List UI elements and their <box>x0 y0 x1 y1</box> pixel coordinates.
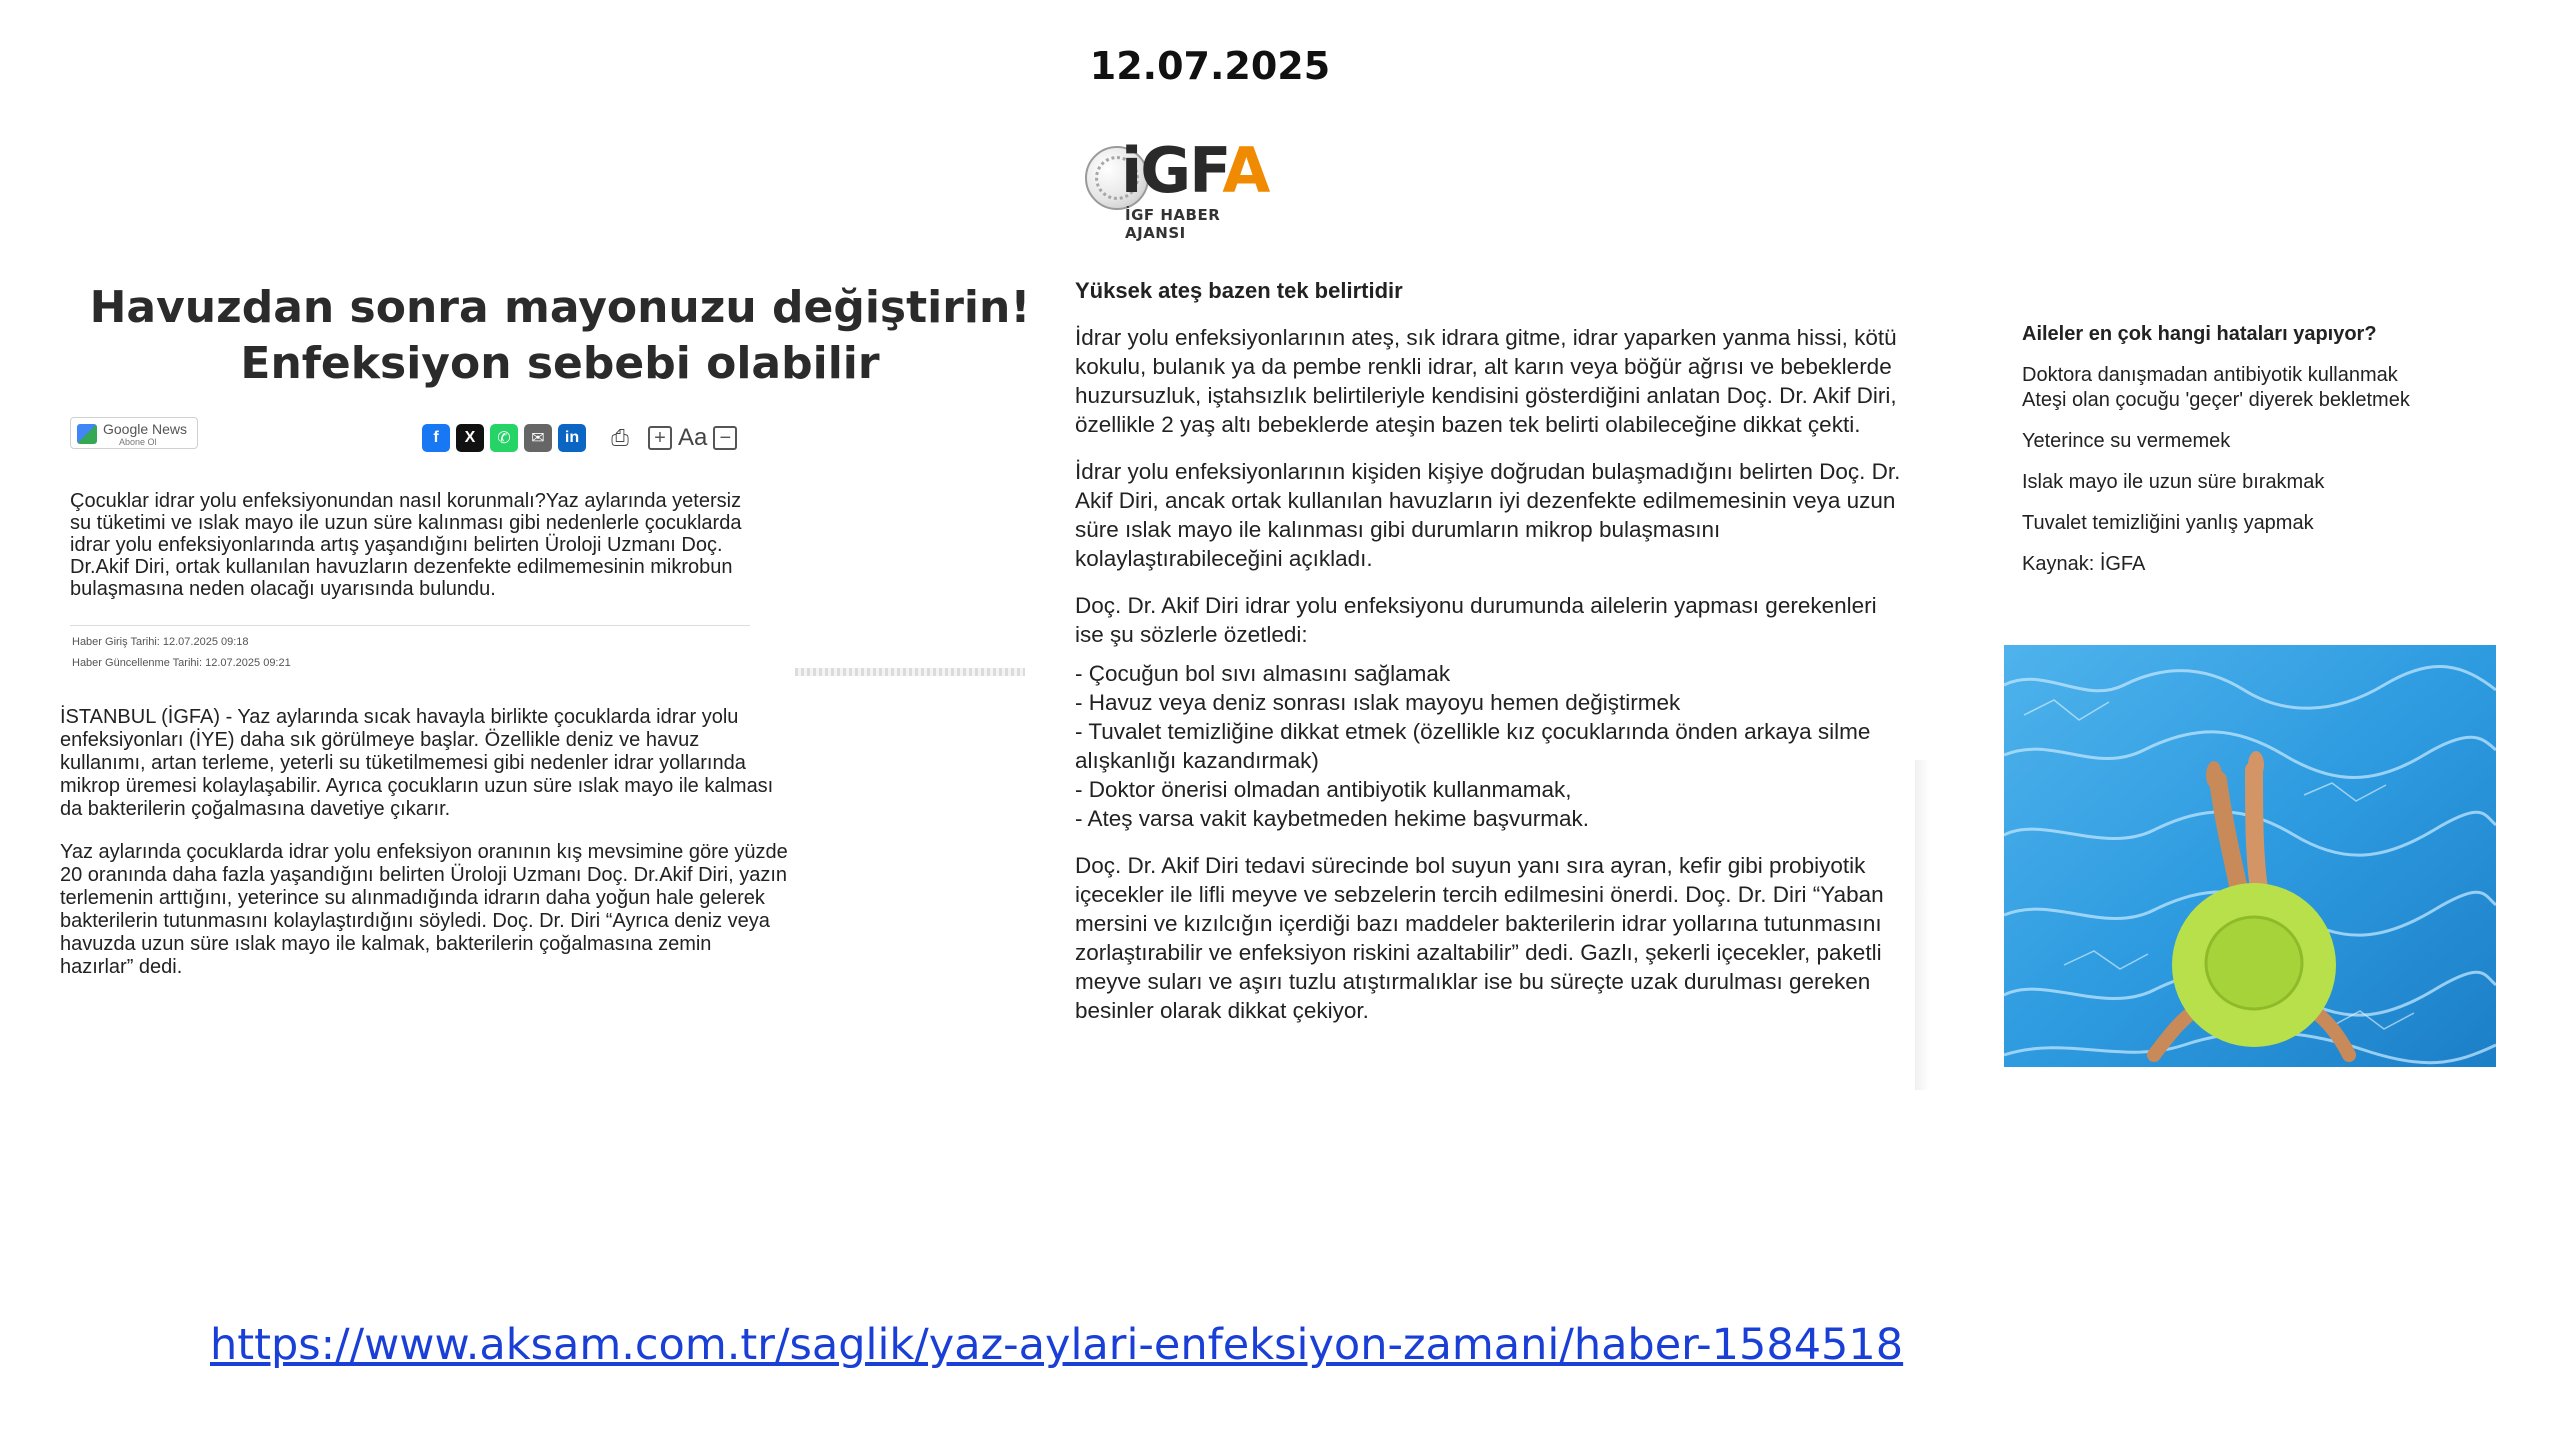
list-item: Doktora danışmadan antibiyotik kullanmak <box>2022 364 2398 386</box>
update-date: Haber Güncellenme Tarihi: 12.07.2025 09:21 <box>72 657 291 669</box>
section-heading: Aileler en çok hangi hataları yapıyor? <box>2022 323 2377 345</box>
google-news-label: Google News <box>103 421 188 437</box>
paragraph: Yaz aylarında çocuklarda idrar yolu enfeksiyon oranının kış mevsimine göre yüzde 20 oranında daha fazla yaşandığını belirten Üroloji Uzmanı Doç. Dr.Akif Diri, yazın terlemenin arttığını, yeterince su alınmadığında idrarın daha yoğun hale gelerek bakterilerin tutunmasını kolaylaştırdığını söyledi. Doç. Dr. Diri “Ayrıca deniz veya havuzda uzun süre ıslak mayo ile kalmak, bakterilerin çoğalmasına zemin hazırlar” dedi. <box>60 841 788 978</box>
article-headline: Havuzdan sonra mayonuzu değiştirin! Enfeksiyon sebebi olabilir <box>89 282 1031 389</box>
source-credit: Kaynak: İGFA <box>2022 553 2146 575</box>
mistakes-box <box>2022 322 2542 593</box>
document-date: 12.07.2025 <box>1089 44 1331 88</box>
whatsapp-icon[interactable]: ✆ <box>490 424 518 452</box>
share-toolbar <box>422 424 737 452</box>
list-item: - Havuz veya deniz sonrası ıslak mayoyu hemen değiştirmek <box>1075 688 1905 717</box>
paragraph: İdrar yolu enfeksiyonlarının kişiden kişiye doğrudan bulaşmadığını belirten Doç. Dr. Akif Diri, ancak ortak kullanılan havuzların iyi dezenfekte edilmemesinin veya uzun süre ıslak mayo ile kalınması gibi durumların mikrop bulaşmasını kolaylaştırabileceğini açıkladı. <box>1075 459 1901 571</box>
article-body-left <box>60 706 790 999</box>
google-news-sub: Abone Ol <box>119 437 157 447</box>
paragraph: İdrar yolu enfeksiyonlarının ateş, sık idrara gitme, idrar yaparken yanma hissi, kötü kokulu, bulanık ya da pembe renkli idrar, alt karın veya böğür ağrısı ve bebeklerde huzursuzluk, iştahsızlık belirtileriyle kendisini gösterdiğini anlatan Doç. Dr. Akif Diri, özellikle 2 yaş altı bebeklerde ateşin bazen tek belirti olabileceğine dikkat çekti. <box>1075 325 1897 437</box>
divider <box>70 625 750 626</box>
logo-wordmark: iGFA <box>1121 134 1269 207</box>
list-item: - Tuvalet temizliğine dikkat etmek (özellikle kız çocuklarında önden arkaya silme alışkanlığı kazandırmak) <box>1075 717 1905 775</box>
email-icon[interactable]: ✉ <box>524 424 552 452</box>
linkedin-icon[interactable]: in <box>558 424 586 452</box>
paragraph: Doç. Dr. Akif Diri idrar yolu enfeksiyonu durumunda ailelerin yapması gerekenleri ise şu sözlerle özetledi: <box>1075 593 1877 647</box>
font-size-label: Aa <box>678 424 708 451</box>
zoom-in-icon[interactable]: + <box>648 426 672 450</box>
paragraph: İSTANBUL (İGFA) - Yaz aylarında sıcak havayla birlikte çocuklarda idrar yolu enfeksiyonları (İYE) daha sık görülmeye başlar. Özellikle deniz ve havuz kullanımı, artan terleme, yeterli su tüketilmemesi gibi nedenler idrar yollarında mikrop üremesi kolaylaşabilir. Ayrıca çocukların uzun süre ıslak mayo ile kalması da bakterilerin çoğalmasına davetiye çıkarır. <box>60 706 774 820</box>
print-icon[interactable]: ⎙ <box>611 425 629 450</box>
list-item: Islak mayo ile uzun süre bırakmak <box>2022 471 2325 493</box>
source-link[interactable]: https://www.aksam.com.tr/saglik/yaz-aylari-enfeksiyon-zamani/haber-1584518 <box>210 1320 1904 1370</box>
list-item: Ateşi olan çocuğu 'geçer' diyerek bekletmek <box>2022 389 2410 411</box>
column-shadow <box>1915 760 1929 1090</box>
list-item: Tuvalet temizliğini yanlış yapmak <box>2022 512 2314 534</box>
igfa-logo <box>1085 134 1285 242</box>
x-icon[interactable]: X <box>456 424 484 452</box>
google-news-button[interactable] <box>70 417 198 449</box>
entry-date: Haber Giriş Tarihi: 12.07.2025 09:18 <box>72 636 249 648</box>
zoom-out-icon[interactable]: − <box>713 426 737 450</box>
article-body-middle <box>1075 276 1905 1043</box>
google-news-icon <box>77 424 97 444</box>
paragraph: Doç. Dr. Akif Diri tedavi sürecinde bol suyun yanı sıra ayran, kefir gibi probiyotik içecekler ile lifli meyve ve sebzelerin tercih edilmesini önerdi. Doç. Dr. Diri “Yaban mersini ve kızılcığın içerdiği bazı maddeler bakterilerin idrar yollarına tutunmasını zorlaştırabilir ve enfeksiyon riskini azaltabilir” dedi. Gazlı, şekerli içecekler, paketli meyve suları ve aşırı tuzlu atıştırmalıklar ise bu süreçte uzak durulması gereken besinler olarak dikkat çekiyor. <box>1075 853 1884 1023</box>
list-item: - Ateş varsa vakit kaybetmeden hekime başvurmak. <box>1075 804 1905 833</box>
pool-photo <box>2004 645 2496 1067</box>
article-intro: Çocuklar idrar yolu enfeksiyonundan nasıl korunmalı?Yaz aylarında yetersiz su tüketimi ve ıslak mayo ile uzun süre kalınması gibi nedenlerle çocuklarda idrar yolu enfeksiyonlarında artış yaşandığını belirten Üroloji Uzmanı Doç. Dr.Akif Diri, ortak kullanılan havuzların dezenfekte edilmemesinin mikrobun bulaşmasına neden olacağı uyarısında bulundu. <box>70 490 742 600</box>
advice-list <box>1075 659 1905 833</box>
list-item: - Doktor önerisi olmadan antibiyotik kullanmamak, <box>1075 775 1905 804</box>
dotted-divider <box>795 668 1025 676</box>
facebook-icon[interactable]: f <box>422 424 450 452</box>
section-heading: Yüksek ateş bazen tek belirtidir <box>1075 278 1403 303</box>
list-item: Yeterince su vermemek <box>2022 430 2231 452</box>
logo-subtitle: İGF HABER AJANSI <box>1125 206 1221 242</box>
list-item: - Çocuğun bol sıvı almasını sağlamak <box>1075 659 1905 688</box>
